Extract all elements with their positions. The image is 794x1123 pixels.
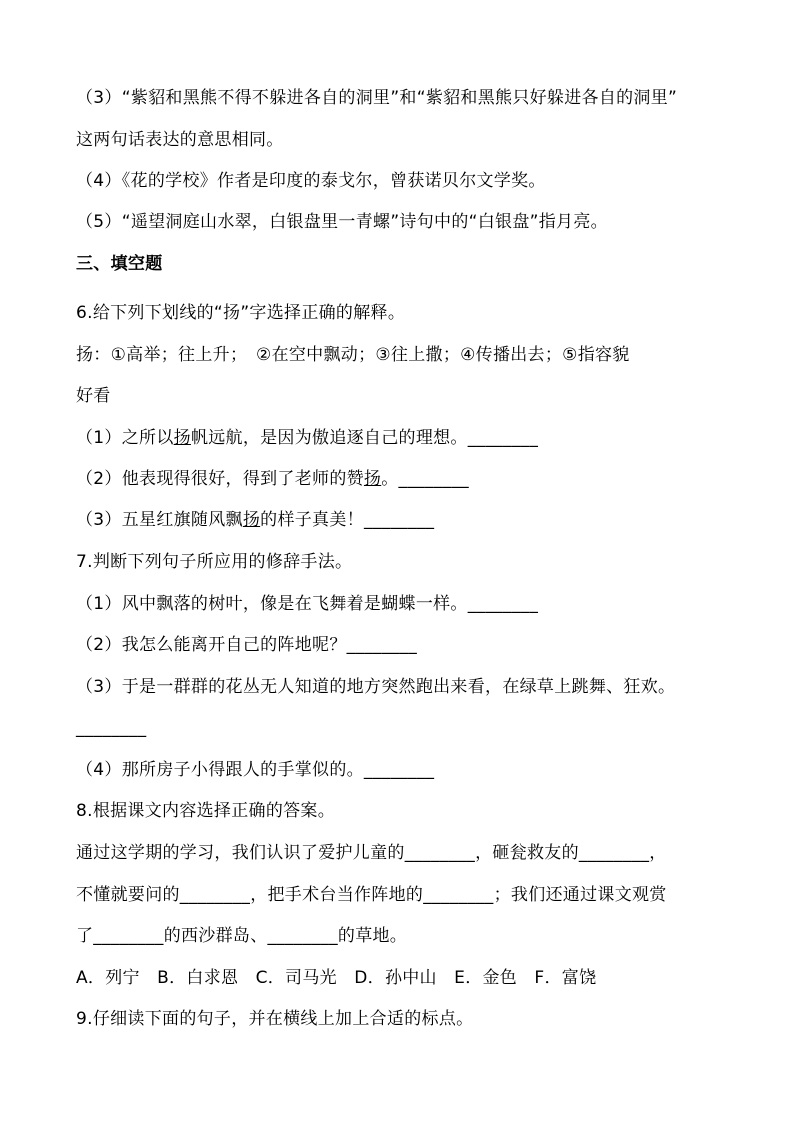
tf-item-3-line-2: 这两句话表达的意思相同。 xyxy=(76,130,284,150)
section-heading-fill-blank: 三、填空题 xyxy=(76,254,163,274)
question-8-text-line-3: 了________的西沙群岛、________的草地。 xyxy=(76,926,408,946)
question-7-item-1: （1）风中飘落的树叶，像是在飞舞着是蝴蝶一样。________ xyxy=(76,594,539,614)
question-9-title: 9.仔细读下面的句子，并在横线上加上合适的标点。 xyxy=(76,1009,474,1029)
q6-item-1-underlined-char: 扬 xyxy=(173,428,191,448)
question-6-item-1 xyxy=(76,426,538,450)
q6-item-3-prefix: （3）五星红旗随风飘 xyxy=(76,510,243,530)
question-7-title: 7.判断下列句子所应用的修辞手法。 xyxy=(76,552,353,572)
q6-item-3-suffix: 的样子真美！________ xyxy=(260,510,435,530)
q6-item-2-underlined-char: 扬 xyxy=(363,469,382,489)
q6-item-1-prefix: （1）之所以 xyxy=(76,428,174,448)
question-6-item-3 xyxy=(76,508,434,532)
question-6-definitions: 扬：①高举；往上升； ②在空中飘动；③往上撒；④传播出去；⑤指容貌 xyxy=(76,345,630,365)
question-8-text-line-1: 通过这学期的学习，我们认识了爱护儿童的________，砸瓮救友的________， xyxy=(76,843,667,863)
question-7-item-3-blank: ________ xyxy=(76,718,147,738)
question-7-item-3: （3）于是一群群的花丛无人知道的地方突然跑出来看，在绿草上跳舞、狂欢。 xyxy=(76,677,676,697)
tf-item-3-line-1: （3）“紫貂和黑熊不得不躲进各自的洞里”和“紫貂和黑熊只好躲进各自的洞里” xyxy=(76,88,678,108)
question-8-title: 8.根据课文内容选择正确的答案。 xyxy=(76,801,336,821)
question-8-text-line-2: 不懂就要问的________，把手术台当作阵地的________；我们还通过课文观赏 xyxy=(76,885,667,905)
tf-item-4: （4）《花的学校》作者是印度的泰戈尔，曾获诺贝尔文学奖。 xyxy=(76,171,546,191)
question-8-options: A．列宁 B．白求恩 C．司马光 D．孙中山 E．金色 F．富饶 xyxy=(76,968,597,988)
question-7-item-2: （2）我怎么能离开自己的阵地呢？________ xyxy=(76,635,418,655)
question-6-title: 6.给下列下划线的“扬”字选择正确的解释。 xyxy=(76,303,406,323)
q6-item-2-suffix: 。________ xyxy=(381,469,469,489)
tf-item-5: （5）“遥望洞庭山水翠，白银盘里一青螺”诗句中的“白银盘”指月亮。 xyxy=(76,212,608,232)
question-6-item-2 xyxy=(76,467,469,491)
question-7-item-4: （4）那所房子小得跟人的手掌似的。________ xyxy=(76,760,435,780)
q6-item-1-suffix: 帆远航，是因为傲追逐自己的理想。________ xyxy=(190,428,539,448)
q6-item-2-prefix: （2）他表现得很好，得到了老师的赞 xyxy=(76,469,364,489)
q6-item-3-underlined-char: 扬 xyxy=(242,510,261,530)
question-6-definitions-cont: 好看 xyxy=(76,386,111,406)
